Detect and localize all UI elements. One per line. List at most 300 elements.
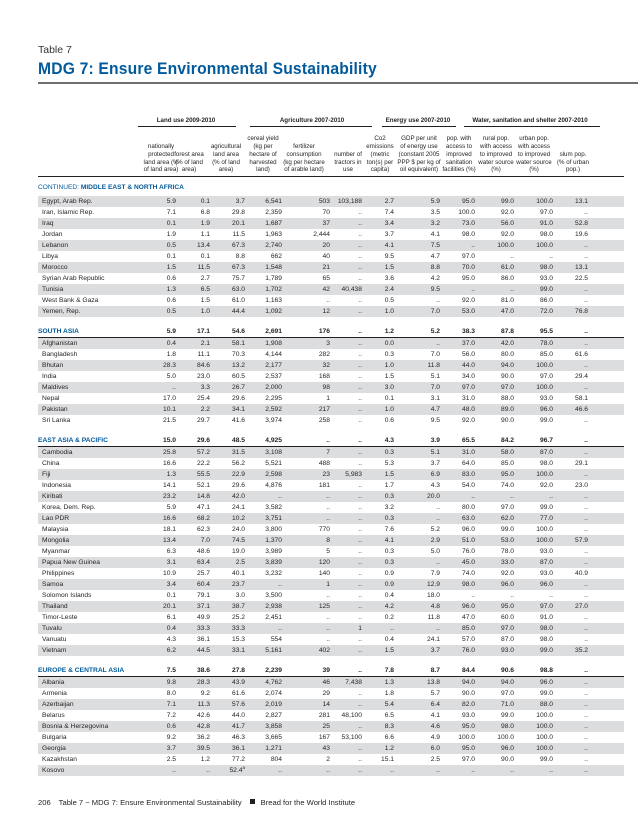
table-cell: 40.1 xyxy=(231,570,245,577)
table-row xyxy=(38,229,624,240)
country-name: Libya xyxy=(42,253,58,260)
table-cell: 15.3 xyxy=(231,636,245,643)
table-cell: 5,161 xyxy=(265,647,282,654)
table-cell: .. xyxy=(358,308,362,315)
table-cell: 61.6 xyxy=(574,351,588,358)
table-cell: 0.3 xyxy=(384,351,394,358)
column-header: cereal yield (kg per hectare of harvested land) xyxy=(247,135,279,174)
column-header: nationally protected land area (% of land area) xyxy=(143,143,179,174)
table-cell: 6.8 xyxy=(200,209,210,216)
country-name: Timor-Leste xyxy=(42,614,78,621)
table-cell: 93.0 xyxy=(539,275,553,282)
table-cell: 3.4 xyxy=(384,220,394,227)
table-cell: 0.4 xyxy=(166,625,176,632)
country-name: China xyxy=(42,460,60,467)
table-cell: .. xyxy=(584,297,588,304)
table-cell: .. xyxy=(471,286,475,293)
table-cell: 7,438 xyxy=(345,679,362,686)
table-cell: 87.0 xyxy=(500,636,514,643)
table-cell: 6.0 xyxy=(430,745,440,752)
table-cell: 6.2 xyxy=(166,647,176,654)
table-cell: 0.1 xyxy=(166,592,176,599)
table-cell: 9.8 xyxy=(166,679,176,686)
table-cell: 4.8 xyxy=(430,603,440,610)
table-cell: 1.3 xyxy=(384,679,394,686)
table-cell: 4.1 xyxy=(430,231,440,238)
table-cell: 9.2 xyxy=(166,734,176,741)
table-cell: 36.1 xyxy=(231,745,245,752)
table-cell: 99.0 xyxy=(500,712,514,719)
table-cell: .. xyxy=(584,328,588,335)
table-cell: .. xyxy=(358,417,362,424)
table-cell: 1.9 xyxy=(200,220,210,227)
table-cell: .. xyxy=(549,253,553,260)
table-cell: .. xyxy=(358,559,362,566)
table-cell: 1.5 xyxy=(384,647,394,654)
country-name: Nepal xyxy=(42,395,60,402)
table-cell: 83.0 xyxy=(461,471,475,478)
table-cell: 44.0 xyxy=(461,362,475,369)
table-cell: 28.3 xyxy=(196,679,210,686)
table-cell: 29.8 xyxy=(231,209,245,216)
table-cell: 88.0 xyxy=(539,701,553,708)
table-cell: 58.0 xyxy=(500,449,514,456)
table-cell: 98.0 xyxy=(539,460,553,467)
table-cell: 64.0 xyxy=(461,460,475,467)
title-rule xyxy=(38,82,638,84)
table-cell: .. xyxy=(358,275,362,282)
page-title: MDG 7: Ensure Environmental Sustainability xyxy=(38,59,377,78)
table-cell: 25.2 xyxy=(231,614,245,621)
table-row xyxy=(38,557,624,568)
table-cell: 68.2 xyxy=(196,515,210,522)
table-row xyxy=(38,196,624,207)
table-cell: .. xyxy=(584,723,588,730)
table-cell: 1,789 xyxy=(265,275,282,282)
table-cell: 2.9 xyxy=(430,537,440,544)
table-cell: 282 xyxy=(318,351,330,358)
table-cell: .. xyxy=(278,493,282,500)
table-cell: 3.9 xyxy=(430,437,440,444)
table-cell: 16.6 xyxy=(162,515,176,522)
table-cell: 99.0 xyxy=(539,756,553,763)
table-cell: .. xyxy=(584,548,588,555)
table-cell: 29.1 xyxy=(574,460,588,467)
country-name: Myanmar xyxy=(42,548,70,555)
table-cell: 93.0 xyxy=(539,570,553,577)
country-name: Morocco xyxy=(42,264,68,271)
table-cell: 22.9 xyxy=(231,471,245,478)
table-cell: .. xyxy=(358,437,362,444)
table-cell: 21.5 xyxy=(162,417,176,424)
table-cell: 57.9 xyxy=(574,537,588,544)
table-cell: 31.0 xyxy=(461,395,475,402)
table-cell: .. xyxy=(326,636,330,643)
table-cell: 100.0 xyxy=(458,209,475,216)
table-cell: .. xyxy=(390,625,394,632)
table-cell: 36.1 xyxy=(196,636,210,643)
table-cell: 98.8 xyxy=(539,667,553,674)
table-cell: 14.8 xyxy=(196,493,210,500)
table-cell: 5.4 xyxy=(384,701,394,708)
table-cell: .. xyxy=(358,767,362,774)
table-cell: .. xyxy=(584,625,588,632)
table-cell: 56.2 xyxy=(231,460,245,467)
table-cell: 44.4 xyxy=(231,308,245,315)
table-cell: 0.1 xyxy=(384,395,394,402)
table-cell: .. xyxy=(510,286,514,293)
country-name: Azerbaijan xyxy=(42,701,74,708)
continued-prefix: CONTINUED: xyxy=(38,184,81,191)
table-row xyxy=(38,634,624,645)
table-cell: 0.5 xyxy=(166,242,176,249)
table-cell: 0.3 xyxy=(384,559,394,566)
table-cell: 99.0 xyxy=(539,504,553,511)
table-cell: 90.0 xyxy=(500,756,514,763)
country-name: Jordan xyxy=(42,231,63,238)
table-cell: 5.0 xyxy=(430,548,440,555)
country-name: Philippines xyxy=(42,570,75,577)
country-name: India xyxy=(42,373,57,380)
table-cell: 48,100 xyxy=(341,712,362,719)
table-cell: .. xyxy=(584,592,588,599)
table-cell: .. xyxy=(358,351,362,358)
table-cell: 63.4 xyxy=(196,559,210,566)
table-row xyxy=(38,732,624,743)
table-cell: 17.0 xyxy=(162,395,176,402)
table-cell: 3,839 xyxy=(265,559,282,566)
table-cell: 804 xyxy=(270,756,282,763)
table-cell: 97.0 xyxy=(500,504,514,511)
country-name: Vietnam xyxy=(42,647,67,654)
table-cell: 3.2 xyxy=(384,504,394,511)
table-label: Table 7 xyxy=(38,44,72,56)
table-cell: 56.0 xyxy=(500,220,514,227)
table-cell: 1 xyxy=(326,581,330,588)
table-cell: 0.5 xyxy=(166,308,176,315)
country-name: Georgia xyxy=(42,745,66,752)
table-row xyxy=(38,568,624,579)
table-cell: 96.0 xyxy=(539,679,553,686)
table-cell: 62.0 xyxy=(500,515,514,522)
table-cell: 1,963 xyxy=(265,231,282,238)
table-cell: 2,691 xyxy=(265,328,282,335)
table-cell: 488 xyxy=(318,460,330,467)
table-cell: 97.0 xyxy=(539,603,553,610)
table-cell: 91.0 xyxy=(539,220,553,227)
table-cell: 140 xyxy=(318,570,330,577)
table-cell: 100.0 xyxy=(536,384,553,391)
table-cell: 51.0 xyxy=(461,537,475,544)
table-cell: 7.1 xyxy=(166,701,176,708)
table-cell: .. xyxy=(358,592,362,599)
table-cell: 3.0 xyxy=(384,384,394,391)
table-cell: 2.5 xyxy=(235,559,245,566)
table-cell: .. xyxy=(358,570,362,577)
table-cell: .. xyxy=(358,460,362,467)
table-cell: 76.8 xyxy=(574,308,588,315)
page-footer xyxy=(38,798,355,807)
table-row xyxy=(38,251,624,262)
table-cell: 93.0 xyxy=(461,712,475,719)
table-cell: 1.5 xyxy=(166,264,176,271)
table-cell: 16.6 xyxy=(162,460,176,467)
table-cell: 98.0 xyxy=(539,636,553,643)
table-cell: 94.0 xyxy=(461,679,475,686)
table-cell: 7.5 xyxy=(430,242,440,249)
table-cell: 1,163 xyxy=(265,297,282,304)
table-cell: 3,500 xyxy=(265,592,282,599)
table-cell: .. xyxy=(358,406,362,413)
table-row xyxy=(38,469,624,480)
table-cell: 95.0 xyxy=(461,723,475,730)
table-cell: 3,800 xyxy=(265,526,282,533)
table-cell: 29.6 xyxy=(196,437,210,444)
country-name: West Bank & Gaza xyxy=(42,297,99,304)
table-cell: 10.2 xyxy=(231,515,245,522)
table-cell: 1.8 xyxy=(166,351,176,358)
region-summary-row xyxy=(38,665,624,676)
table-cell: 86.0 xyxy=(500,275,514,282)
table-cell: 0.3 xyxy=(384,449,394,456)
table-cell: 95.0 xyxy=(461,275,475,282)
table-cell: 40.9 xyxy=(574,570,588,577)
table-cell: 1.3 xyxy=(166,286,176,293)
table-cell: 217 xyxy=(318,406,330,413)
table-cell: 34.0 xyxy=(461,373,475,380)
table-cell: 84.4 xyxy=(461,667,475,674)
table-cell: 1,908 xyxy=(265,340,282,347)
country-name: Lao PDR xyxy=(42,515,70,522)
table-row xyxy=(38,677,624,688)
table-cell: 100.0 xyxy=(536,537,553,544)
table-cell: .. xyxy=(326,297,330,304)
table-cell: 21 xyxy=(322,264,330,271)
table-cell: 11.1 xyxy=(197,351,210,358)
country-name: Tunisia xyxy=(42,286,64,293)
table-cell: 5.9 xyxy=(430,198,440,205)
table-row xyxy=(38,612,624,623)
table-cell: 92.0 xyxy=(461,417,475,424)
table-cell: .. xyxy=(510,767,514,774)
table-cell: 13.1 xyxy=(574,264,588,271)
table-cell: 99.0 xyxy=(500,198,514,205)
table-row xyxy=(38,502,624,513)
table-cell: 7.0 xyxy=(430,308,440,315)
table-cell: 13.4 xyxy=(162,537,176,544)
table-cell: .. xyxy=(436,297,440,304)
table-row xyxy=(38,623,624,634)
table-cell: 0.6 xyxy=(166,723,176,730)
table-cell: 40,438 xyxy=(341,286,362,293)
table-cell: .. xyxy=(584,449,588,456)
table-cell: 42.8 xyxy=(196,723,210,730)
group-header: Agriculture 2007-2010 xyxy=(279,117,345,124)
table-cell: 2 xyxy=(326,756,330,763)
table-cell: 9.5 xyxy=(384,253,394,260)
table-cell: 47.0 xyxy=(461,614,475,621)
group-rule xyxy=(464,126,600,127)
table-cell: .. xyxy=(471,767,475,774)
table-cell: 8.3 xyxy=(384,723,394,730)
table-cell: 103,188 xyxy=(337,198,362,205)
table-cell: .. xyxy=(358,220,362,227)
table-cell: .. xyxy=(584,286,588,293)
table-cell: 37.1 xyxy=(196,603,210,610)
table-cell: .. xyxy=(510,253,514,260)
table-cell: 87.8 xyxy=(500,328,514,335)
table-cell: 5.0 xyxy=(166,373,176,380)
table-cell: 87.0 xyxy=(539,559,553,566)
table-cell: 29 xyxy=(322,690,330,697)
table-cell: .. xyxy=(326,437,330,444)
table-cell: 70 xyxy=(322,209,330,216)
table-row xyxy=(38,546,624,557)
table-cell: 0.1 xyxy=(166,253,176,260)
table-cell: 42.6 xyxy=(196,712,210,719)
table-cell: 5.1 xyxy=(430,449,440,456)
table-cell: 57.0 xyxy=(461,636,475,643)
table-cell: 47.1 xyxy=(196,504,210,511)
table-cell: 97.0 xyxy=(539,373,553,380)
table-cell: 98.0 xyxy=(500,723,514,730)
table-cell: 3.3 xyxy=(200,384,210,391)
table-cell: 90.6 xyxy=(500,667,514,674)
table-cell: .. xyxy=(358,264,362,271)
table-cell: 20.1 xyxy=(231,220,245,227)
continued-region: MIDDLE EAST & NORTH AFRICA xyxy=(80,184,184,191)
table-cell: 8.8 xyxy=(235,253,245,260)
table-cell: 3,974 xyxy=(265,417,282,424)
table-cell: 1.8 xyxy=(384,690,394,697)
table-cell: 4,762 xyxy=(265,679,282,686)
table-cell: 4.1 xyxy=(384,537,394,544)
table-cell: 96.0 xyxy=(500,745,514,752)
table-cell: 92.0 xyxy=(500,231,514,238)
table-cell: 33.0 xyxy=(500,559,514,566)
table-cell: 2,359 xyxy=(265,209,282,216)
table-cell: 1,548 xyxy=(265,264,282,271)
country-name: Maldives xyxy=(42,384,69,391)
table-cell: 1,702 xyxy=(265,286,282,293)
table-cell: 19.6 xyxy=(574,231,588,238)
table-row xyxy=(38,721,624,732)
table-cell: 1.0 xyxy=(384,308,394,315)
table-cell: 32 xyxy=(322,362,330,369)
table-cell: 46.3 xyxy=(231,734,245,741)
table-cell: 4.7 xyxy=(430,406,440,413)
table-cell: 4.3 xyxy=(166,636,176,643)
table-cell: 4.9 xyxy=(430,734,440,741)
table-cell: 90.0 xyxy=(500,417,514,424)
table-cell: 11.5 xyxy=(232,231,245,238)
table-cell: .. xyxy=(584,712,588,719)
table-cell: 76.0 xyxy=(461,548,475,555)
table-cell: 81.0 xyxy=(500,297,514,304)
table-cell: 1.0 xyxy=(384,406,394,413)
table-cell: 96.0 xyxy=(539,406,553,413)
table-cell: 28.3 xyxy=(162,362,176,369)
table-cell: .. xyxy=(584,384,588,391)
table-cell: 2.4 xyxy=(384,286,394,293)
table-row xyxy=(38,240,624,251)
country-name: Iraq xyxy=(42,220,54,227)
table-cell: 67.3 xyxy=(231,264,245,271)
page-number: 206 xyxy=(38,798,51,807)
table-cell: 6.1 xyxy=(166,614,176,621)
table-cell: .. xyxy=(584,493,588,500)
table-cell: 47.0 xyxy=(500,308,514,315)
table-cell: 98.0 xyxy=(461,581,475,588)
table-row xyxy=(38,284,624,295)
table-cell: 60.5 xyxy=(231,373,245,380)
table-cell: 84.2 xyxy=(500,437,514,444)
table-cell: 92.0 xyxy=(500,570,514,577)
table-cell: 99.0 xyxy=(539,417,553,424)
table-cell: 8.0 xyxy=(166,690,176,697)
table-cell: 38.6 xyxy=(196,667,210,674)
table-cell: 18.1 xyxy=(162,526,176,533)
table-cell: 37.0 xyxy=(461,340,475,347)
table-cell: 0.6 xyxy=(166,275,176,282)
column-header: rural pop. with access to improved water source (%) xyxy=(478,135,514,174)
table-cell: .. xyxy=(358,526,362,533)
table-cell: .. xyxy=(584,614,588,621)
table-cell: .. xyxy=(584,667,588,674)
table-cell: 7.6 xyxy=(384,526,394,533)
table-cell: 48.0 xyxy=(461,406,475,413)
country-name: Solomon Islands xyxy=(42,592,92,599)
table-cell: 79.1 xyxy=(196,592,210,599)
table-cell: 7.4 xyxy=(384,209,394,216)
table-cell: 98.0 xyxy=(539,231,553,238)
table-cell: 87.0 xyxy=(539,449,553,456)
table-cell: .. xyxy=(436,767,440,774)
table-cell: .. xyxy=(358,636,362,643)
table-cell: 167 xyxy=(318,734,330,741)
continued-label xyxy=(38,184,184,191)
table-cell: 67.3 xyxy=(231,242,245,249)
table-cell: 3.2 xyxy=(430,220,440,227)
table-cell: 1 xyxy=(326,395,330,402)
table-cell: 26.7 xyxy=(231,384,245,391)
table-cell: 22.5 xyxy=(574,275,588,282)
table-row xyxy=(38,590,624,601)
table-cell: 3,108 xyxy=(265,449,282,456)
table-cell: 55.5 xyxy=(196,471,210,478)
table-cell: .. xyxy=(584,340,588,347)
table-cell: 9.5 xyxy=(430,286,440,293)
table-cell: 1.3 xyxy=(166,471,176,478)
table-cell: 2,938 xyxy=(265,603,282,610)
table-cell: 7.0 xyxy=(430,384,440,391)
country-name: Papua New Guinea xyxy=(42,559,100,566)
table-cell: 2.1 xyxy=(200,340,210,347)
table-row xyxy=(38,295,624,306)
table-cell: 90.0 xyxy=(500,373,514,380)
table-cell: .. xyxy=(358,340,362,347)
table-cell: 97.0 xyxy=(461,384,475,391)
table-cell: 15.0 xyxy=(162,437,176,444)
table-cell: 7.0 xyxy=(430,351,440,358)
table-cell: 3,858 xyxy=(265,723,282,730)
table-cell: 91.0 xyxy=(539,614,553,621)
country-name: Yemen, Rep. xyxy=(42,308,81,315)
table-cell: 3.7 xyxy=(166,745,176,752)
table-cell: 5.9 xyxy=(166,198,176,205)
table-cell: 4.1 xyxy=(430,712,440,719)
table-cell: 92.0 xyxy=(461,297,475,304)
